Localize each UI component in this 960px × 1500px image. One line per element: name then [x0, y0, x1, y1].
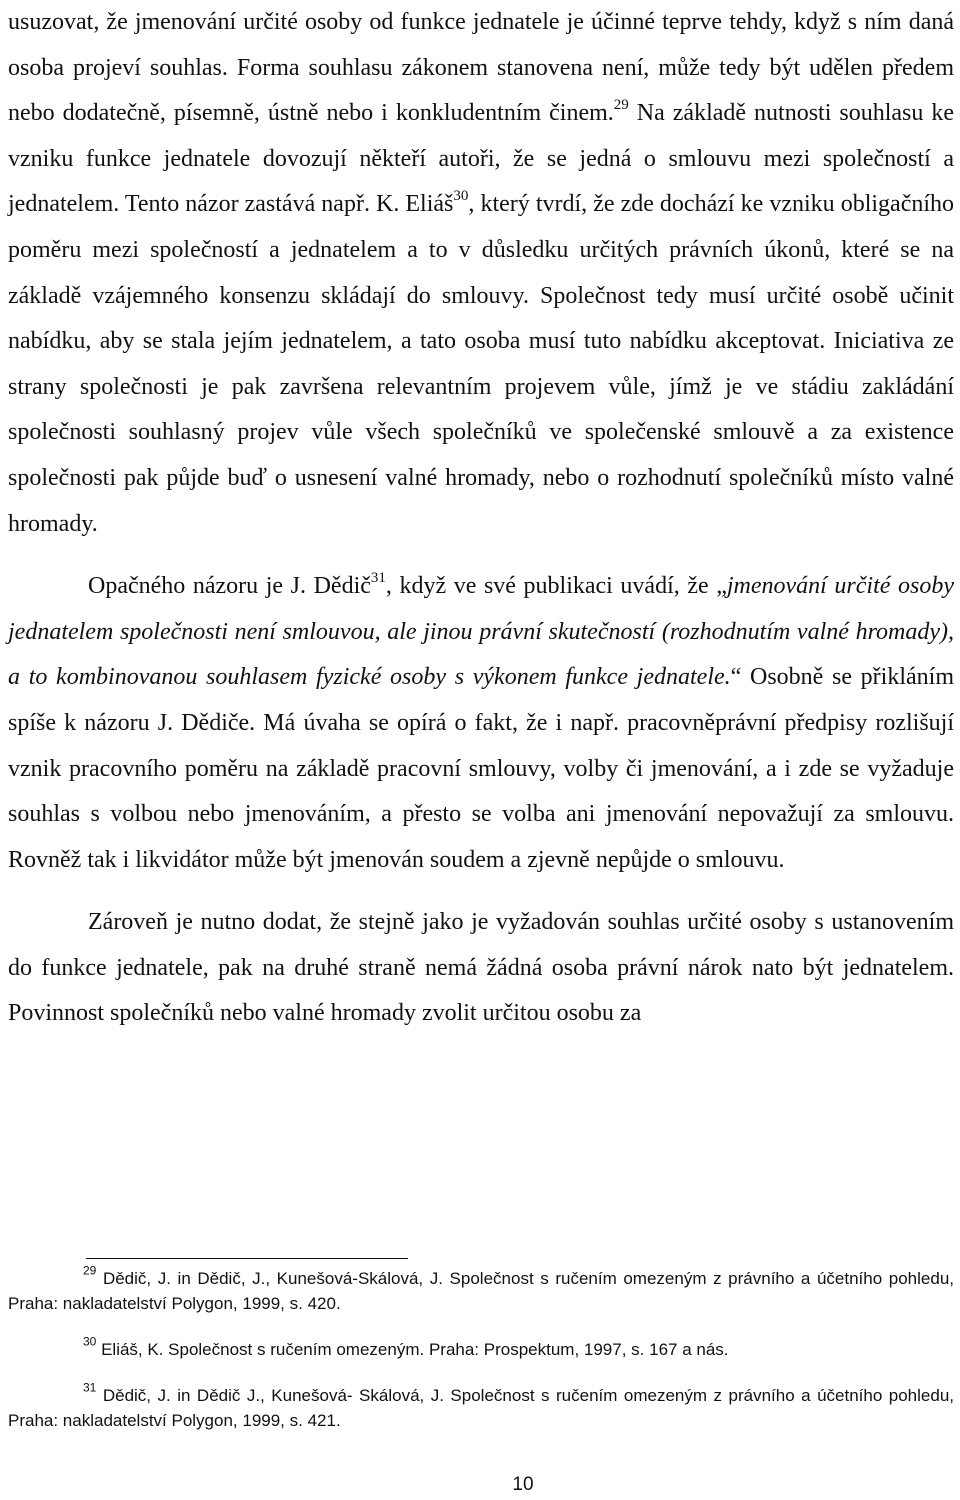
paragraph-2	[8, 564, 954, 883]
page-number: 10	[512, 1474, 534, 1495]
footnote-text-30: Eliáš, K. Společnost s ručením omezeným. Praha: Prospektum, 1997, s. 167 a nás.	[96, 1340, 729, 1359]
paragraph-2-text-b: , když ve své publikaci uvádí, že „	[385, 573, 727, 600]
footnote-text-29: Dědič, J. in Dědič, J., Kunešová-Skálová, J. Společnost s ručením omezeným z právního a účetního pohledu, Praha: nakladatelství Polygon, 1999, s. 420.	[8, 1269, 954, 1313]
footnote-text-31: Dědič, J. in Dědič J., Kunešová- Skálová, J. Společnost s ručením omezeným z právního a účetního pohledu, Praha: nakladatelství Polygon, 1999, s. 421.	[8, 1386, 954, 1430]
paragraph-1-text-b: Na základě nutnosti souhlasu ke vzniku funkce jednatele dovozují někteří autoři, že se jedná o smlouvu mezi společností a jednatelem. Tento názor zastává např. K. Eliáš	[8, 100, 955, 218]
paragraph-1-text-c: , který tvrdí, že zde dochází ke vzniku obligačního poměru mezi společností a jednatelem a to v důsledku určitých právních úkonů, které se na základě vzájemného konsenzu skládají do smlouvy. Společnost tedy musí určité osobě učinit nabídku, aby se stala jejím jednatelem, a tato osoba musí tuto nabídku akceptovat. Iniciativa ze strany společnosti je pak završena relevantním projevem vůle, jímž je ve stádiu zakládání společnosti souhlasný projev vůle všech společníků ve společenské smlouvě a za existence společnosti pak půjde buď o usnesení valné hromady, nebo o rozhodnutí společníků místo valné hromady.	[8, 191, 955, 537]
paragraph-1-text-a: usuzovat, že jmenování určité osoby od funkce jednatele je účinné teprve tehdy, když s ním daná osoba projeví souhlas. Forma souhlasu zákonem stanovena není, může tedy být udělen předem nebo dodatečně, písemně, ústně nebo i konkludentním činem.	[8, 9, 954, 127]
footnotes	[8, 1263, 954, 1433]
paragraph-2-quote: jmenování určité osoby jednatelem společnosti není smlouvou, ale jinou právní skutečností (rozhodnutím valné hromady), a to kombinovanou souhlasem fyzické osoby s výkonem funkce jednatele.	[8, 573, 954, 691]
paragraph-1	[8, 0, 954, 547]
paragraph-2-text-c: “ Osobně se přikláním spíše k názoru J. Dědiče. Má úvaha se opírá o fakt, že i např. pracovněprávní předpisy rozlišují vznik pracovního poměru na základě pracovní smlouvy, volby či jmenování, a i zde se vyžaduje souhlas s volbou nebo jmenováním, a přesto se volba ani jmenování nepovažují za smlouvu. Rovněž tak i likvidátor může být jmenován soudem a zjevně nepůjde o smlouvu.	[8, 664, 954, 873]
footnote-ref-29[interactable]: 29	[613, 96, 629, 113]
footnote-31	[8, 1380, 954, 1433]
document-page	[8, 0, 954, 1037]
footnote-number-29: 29	[83, 1263, 97, 1278]
footnote-number-30: 30	[83, 1334, 97, 1349]
paragraph-3: Zároveň je nutno dodat, že stejně jako je vyžadován souhlas určité osoby s ustanovením do funkce jednatele, pak na druhé straně nemá žádná osoba právní nárok nato být jednatelem. Povinnost společníků nebo valné hromady zvolit určitou osobu za	[8, 909, 954, 1027]
paragraph-2-text-a: Opačného názoru je J. Dědič	[88, 573, 371, 600]
footnote-ref-31[interactable]: 31	[370, 569, 386, 586]
footnote-29	[8, 1263, 954, 1316]
footnote-30	[8, 1334, 954, 1362]
footnote-separator	[86, 1258, 408, 1259]
footnote-number-31: 31	[83, 1380, 97, 1395]
footnote-ref-30[interactable]: 30	[453, 188, 469, 205]
